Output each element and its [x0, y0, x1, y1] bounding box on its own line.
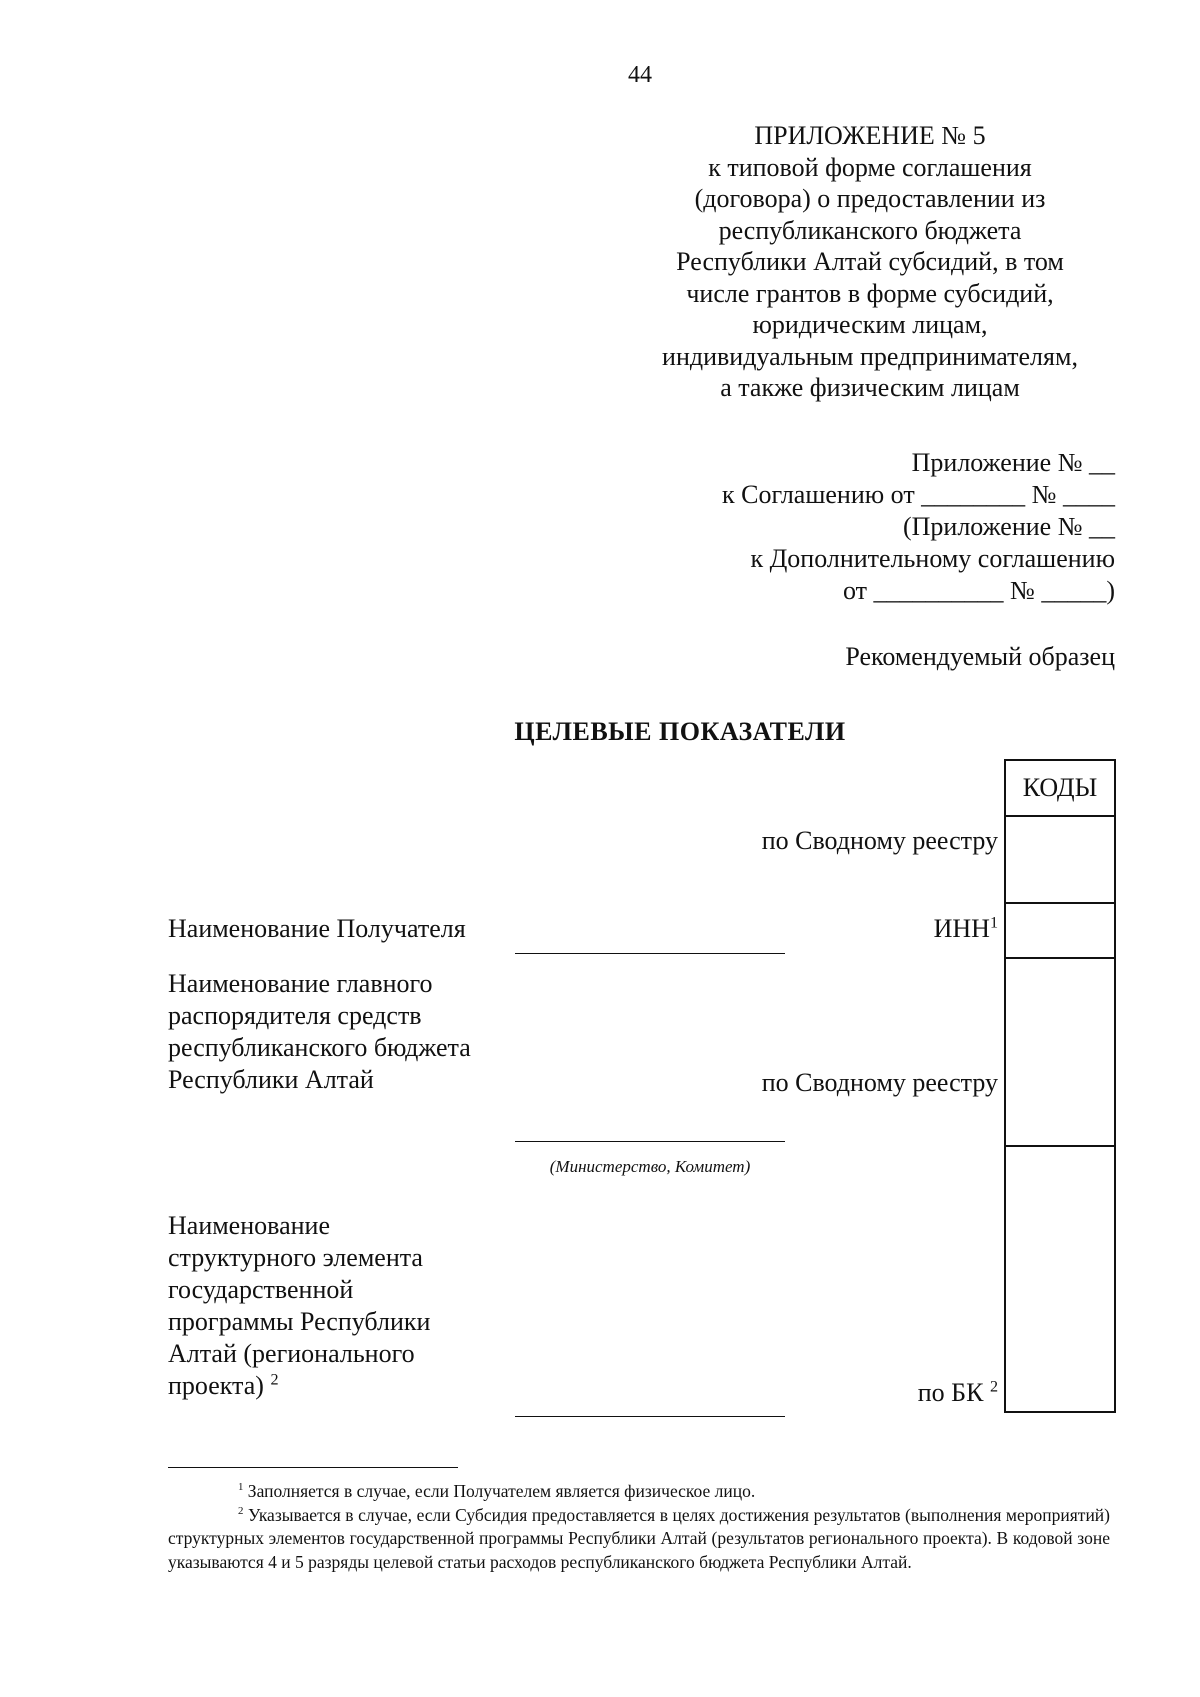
- page-number: 44: [628, 62, 652, 88]
- appendix-line: республиканского бюджета: [718, 215, 1022, 245]
- code-cell-svodny-reestr[interactable]: [1006, 817, 1114, 904]
- footnotes: [168, 1480, 1110, 1574]
- appendix-line: юридическим лицам,: [752, 310, 988, 339]
- footnote-mark: 1: [238, 1481, 244, 1494]
- bk-text: по БК: [917, 1378, 984, 1407]
- codes-header: КОДЫ: [1006, 761, 1114, 817]
- footnote-text: Заполняется в случае, если Получателем является физическое лицо.: [247, 1481, 756, 1501]
- bk-footnote-mark: 2: [989, 1378, 998, 1396]
- footnote-1: [168, 1480, 1110, 1504]
- structural-element-footnote-mark: 2: [270, 1371, 279, 1389]
- codes-table: [1004, 759, 1116, 1413]
- label-recipient: Наименование Получателя: [168, 914, 466, 943]
- label-structural-element: [168, 1210, 478, 1402]
- code-cell-bk[interactable]: [1006, 1147, 1114, 1411]
- label-chief-administrator: Наименование главного распорядителя средств республиканского бюджета Республики Алтай: [168, 969, 471, 1094]
- appendix-header: [640, 120, 1100, 404]
- code-cell-gr-svodny-reestr[interactable]: [1006, 959, 1114, 1147]
- label-svodny-reestr-2: по Сводному реестру: [761, 1068, 998, 1097]
- document-title: ЦЕЛЕВЫЕ ПОКАЗАТЕЛИ: [514, 717, 846, 746]
- attachment-line: к Соглашению от ________ № ____: [722, 480, 1115, 509]
- chief-administrator-line[interactable]: [515, 1141, 785, 1142]
- appendix-line: к типовой форме соглашения: [708, 152, 1032, 182]
- inn-text: ИНН: [933, 914, 990, 943]
- recommended-sample: Рекомендуемый образец: [845, 642, 1115, 671]
- appendix-line: а также физическим лицам: [720, 373, 1020, 402]
- appendix-line: индивидуальным предпринимателям,: [662, 341, 1078, 371]
- recipient-name-line[interactable]: [515, 953, 785, 954]
- attachment-line: Приложение № __: [911, 448, 1115, 477]
- ministry-committee-note: (Министерство, Комитет): [549, 1157, 751, 1176]
- appendix-line: числе грантов в форме субсидий,: [686, 278, 1054, 308]
- inn-footnote-mark: 1: [989, 914, 998, 932]
- attachment-block: [560, 447, 1115, 607]
- attachment-line: (Приложение № __: [902, 512, 1115, 541]
- attachment-line: от __________ № _____): [843, 576, 1115, 605]
- footnote-2: [168, 1504, 1110, 1575]
- label-svodny-reestr-1: по Сводному реестру: [761, 826, 998, 855]
- label-bk: [760, 1377, 998, 1409]
- code-cell-inn[interactable]: [1006, 904, 1114, 959]
- appendix-title: ПРИЛОЖЕНИЕ № 5: [754, 121, 986, 150]
- label-inn: [760, 913, 998, 945]
- appendix-line: Республики Алтай субсидий, в том: [676, 247, 1064, 276]
- footnote-text: Указывается в случае, если Субсидия предоставляется в целях достижения результатов (выполнения мероприятий) структурных элементов государственной программы Республики Алтай (результатов регионального проекта). В кодовой зоне указываются 4 и 5 разряды целевой статьи расходов республиканского бюджета Республики Алтай.: [168, 1504, 1110, 1572]
- appendix-line: (договора) о предоставлении из: [694, 184, 1046, 213]
- footnote-mark: 2: [238, 1504, 244, 1517]
- structural-element-text: Наименование структурного элемента государственной программы Республики Алтай (регионального проекта): [168, 1211, 431, 1400]
- attachment-line: к Дополнительному соглашению: [750, 544, 1115, 573]
- structural-element-line[interactable]: [515, 1416, 785, 1417]
- footnote-rule: [168, 1467, 458, 1468]
